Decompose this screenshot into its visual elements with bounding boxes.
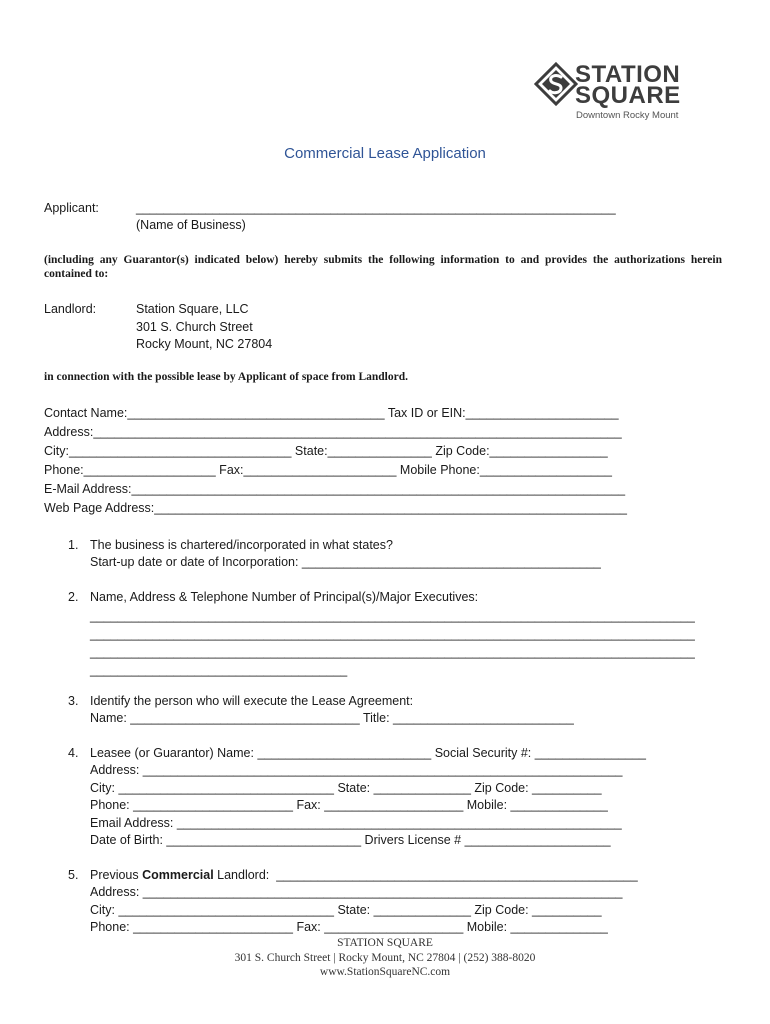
page-footer [0,936,770,980]
logo-tagline: Downtown Rocky Mount [576,110,679,121]
landlord-label: Landlord: [44,302,97,316]
address-line[interactable]: Address:____________________________________________________________________________ [44,425,622,439]
q2-answer-line[interactable]: _______________________________________________________________________________________ [90,609,695,623]
intro-paragraph: (including any Guarantor(s) indicated below) hereby submits the following information to and provides the authorizations herein contained to: [44,254,722,280]
q3-name-title-line[interactable]: Name: _________________________________ Title: __________________________ [90,711,574,725]
q1-number: 1. [68,538,79,552]
q4-phone-fax-mobile-line[interactable]: Phone: _______________________ Fax: ____________________ Mobile: ______________ [90,798,608,812]
q2-answer-line[interactable]: _____________________________________ [90,663,348,677]
q5-city-state-zip-line[interactable]: City: _______________________________ State: ______________ Zip Code: __________ [90,903,602,917]
q5-suffix: Landlord: ____________________________________________________ [213,868,638,882]
q2-answer-line[interactable]: _______________________________________________________________________________________ [90,645,695,659]
q1-question: The business is chartered/incorporated in what states? [90,538,393,552]
logo-text-square: SQUARE [575,82,681,109]
q4-number: 4. [68,746,79,760]
station-square-logo [534,60,694,124]
q4-city-state-zip-line[interactable]: City: _______________________________ State: ______________ Zip Code: __________ [90,781,602,795]
footer-company: STATION SQUARE [337,937,433,949]
page-title: Commercial Lease Application [284,145,486,162]
q5-prefix: Previous [90,868,143,882]
logo-diamond-icon [534,62,578,106]
contact-name-line[interactable]: Contact Name:_____________________________________ Tax ID or EIN:______________________ [44,406,619,420]
applicant-name-field[interactable]: _____________________________________________________________________ [136,201,616,215]
landlord-street: 301 S. Church Street [136,320,253,334]
q2-answer-line[interactable]: _______________________________________________________________________________________ [90,627,695,641]
q1-startup-date-line[interactable]: Start-up date or date of Incorporation: ___________________________________________ [90,555,601,569]
footer-website: www.StationSquareNC.com [319,966,451,978]
q5-address-line[interactable]: Address: _____________________________________________________________________ [90,885,623,899]
phone-fax-mobile-line[interactable]: Phone:___________________ Fax:______________________ Mobile Phone:___________________ [44,463,612,477]
q2-number: 2. [68,590,79,604]
landlord-city: Rocky Mount, NC 27804 [136,337,273,351]
email-line[interactable]: E-Mail Address:_______________________________________________________________________ [44,482,626,496]
landlord-name: Station Square, LLC [136,302,249,316]
q5-commercial-bold: Commercial [142,868,214,882]
logo-text-station: STATION [575,61,681,88]
q4-email-line[interactable]: Email Address: ________________________________________________________________ [90,816,622,830]
applicant-caption: (Name of Business) [136,218,246,232]
q4-address-line[interactable]: Address: _____________________________________________________________________ [90,763,623,777]
applicant-label: Applicant: [44,201,99,215]
q4-leasee-ssn-line[interactable]: Leasee (or Guarantor) Name: _________________________ Social Security #: ________________ [90,746,646,760]
q5-number: 5. [68,868,79,882]
q5-previous-landlord-line[interactable] [90,868,638,882]
web-page-line[interactable]: Web Page Address:____________________________________________________________________ [44,501,627,515]
q4-dob-license-line[interactable]: Date of Birth: ____________________________ Drivers License # _____________________ [90,833,611,847]
q5-phone-fax-mobile-line[interactable]: Phone: _______________________ Fax: ____________________ Mobile: ______________ [90,920,608,934]
city-state-zip-line[interactable]: City:________________________________ State:_______________ Zip Code:_________________ [44,444,608,458]
q3-question: Identify the person who will execute the Lease Agreement: [90,694,414,708]
q3-number: 3. [68,694,79,708]
footer-address-phone: 301 S. Church Street | Rocky Mount, NC 27804 | (252) 388-8020 [234,951,536,964]
connection-paragraph: in connection with the possible lease by Applicant of space from Landlord. [44,371,408,383]
q2-question: Name, Address & Telephone Number of Principal(s)/Major Executives: [90,590,479,604]
